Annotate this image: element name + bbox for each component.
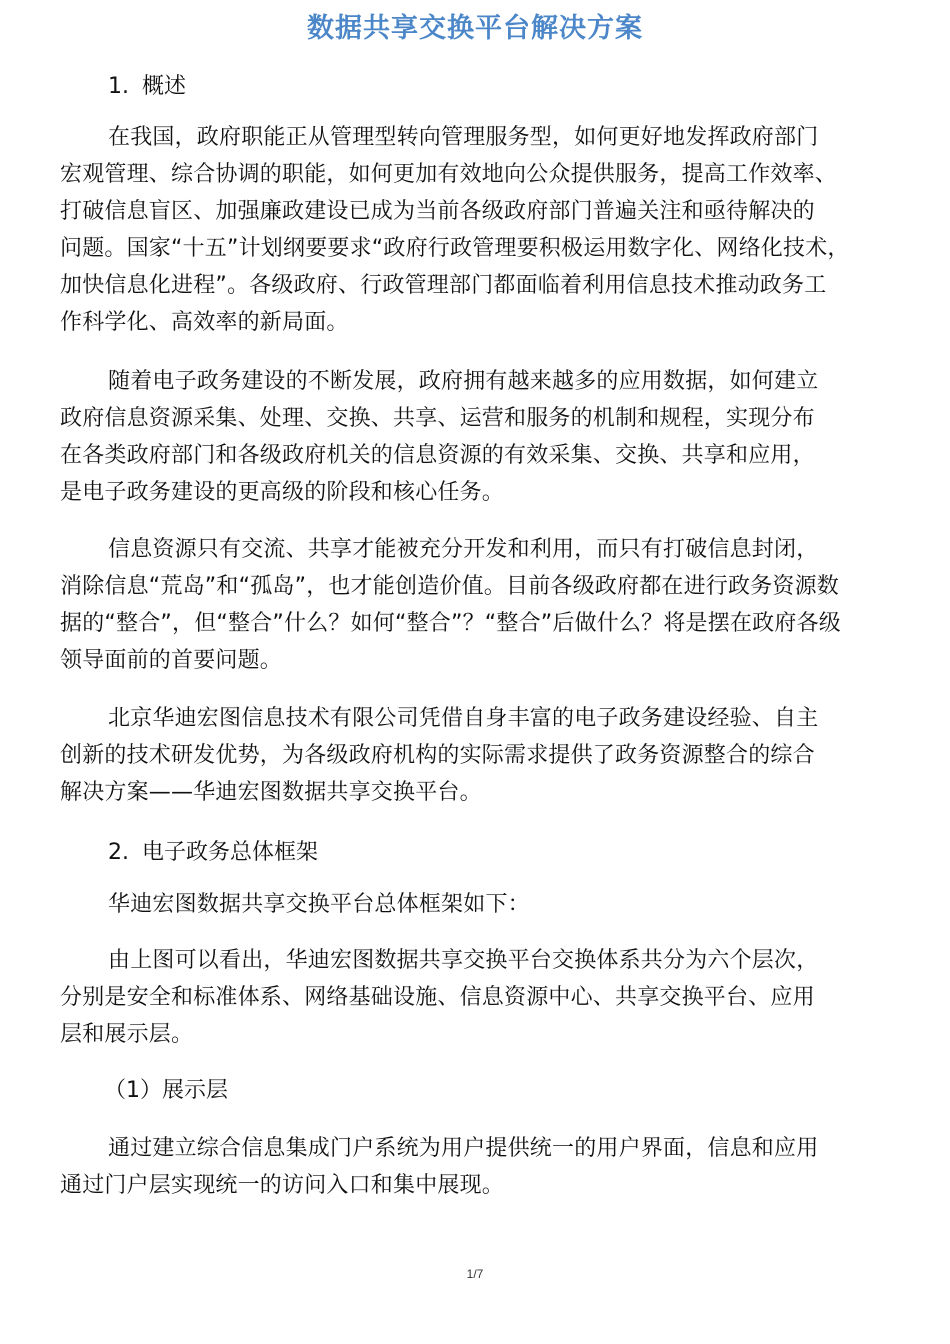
paragraph [60,363,890,511]
paragraph-line: 分别是安全和标准体系、网络基础设施、信息资源中心、共享交换平台、应用 [60,985,815,1010]
paragraph-line: 作科学化、高效率的新局面。 [60,310,349,335]
section-heading-framework [108,838,318,868]
paragraph-line: 层和展示层。 [60,1022,194,1047]
paragraph-line: 创新的技术研发优势，为各级政府机构的实际需求提供了政务资源整合的综合 [60,743,815,768]
page-number: 1/7 [466,1267,484,1281]
section-title: 概述 [142,74,187,99]
paragraph-line: 华迪宏图数据共享交换平台总体框架如下： [108,892,530,917]
paragraph-line: 问题。国家“十五”计划纲要要求“政府行政管理要积极运用数字化、网络化技术， [60,236,850,261]
paragraph-line: 随着电子政务建设的不断发展，政府拥有越来越多的应用数据，如何建立 [108,369,819,394]
paragraph-line: 通过门户层实现统一的访问入口和集中展现。 [60,1173,505,1198]
paragraph-line: 政府信息资源采集、处理、交换、共享、运营和服务的机制和规程，实现分布 [60,406,815,431]
paragraph [60,942,890,1053]
paragraph-line: 消除信息“荒岛”和“孤岛”，也才能创造价值。目前各级政府都在进行政务资源数 [60,574,839,599]
paragraph [60,886,890,923]
paragraph-line: 解决方案——华迪宏图数据共享交换平台。 [60,780,482,805]
paragraph-line: 据的“整合”，但“整合”什么？如何“整合”？“整合”后做什么？将是摆在政府各级 [60,611,841,636]
paragraph-line: 领导面前的首要问题。 [60,648,283,673]
paragraph-line: 由上图可以看出，华迪宏图数据共享交换平台交换体系共分为六个层次， [108,948,819,973]
section-title: 电子政务总体框架 [142,840,319,865]
paragraph [60,1130,890,1204]
section-heading-overview [108,72,186,102]
paragraph-line: 信息资源只有交流、共享才能被充分开发和利用，而只有打破信息封闭， [108,537,819,562]
subsection-heading: （1）展示层 [104,1078,228,1103]
document-title: 数据共享交换平台解决方案 [307,13,643,44]
paragraph [60,531,890,679]
paragraph-line: 北京华迪宏图信息技术有限公司凭借自身丰富的电子政务建设经验、自主 [108,706,819,731]
section-number: 2. [108,840,129,865]
paragraph [60,119,890,341]
section-number: 1. [108,74,129,99]
paragraph-line: 在各类政府部门和各级政府机关的信息资源的有效采集、交换、共享和应用， [60,443,815,468]
paragraph-line: 宏观管理、综合协调的职能，如何更加有效地向公众提供服务，提高工作效率、 [60,162,838,187]
paragraph [60,700,890,811]
paragraph-line: 加快信息化进程”。各级政府、行政管理部门都面临着利用信息技术推动政务工 [60,273,827,298]
paragraph-line: 打破信息盲区、加强廉政建设已成为当前各级政府部门普遍关注和亟待解决的 [60,199,815,224]
paragraph-line: 是电子政务建设的更高级的阶段和核心任务。 [60,480,505,505]
paragraph-line: 通过建立综合信息集成门户系统为用户提供统一的用户界面，信息和应用 [108,1136,819,1161]
paragraph-line: 在我国，政府职能正从管理型转向管理服务型，如何更好地发挥政府部门 [108,125,819,150]
